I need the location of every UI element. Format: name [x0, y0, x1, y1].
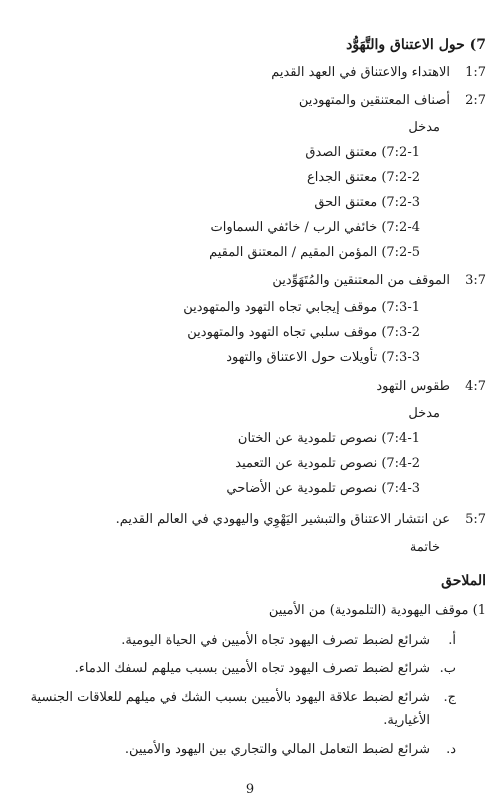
toc-entry-text: الموقف من المعتنقين والمُتَهَوِّدين — [272, 273, 450, 288]
toc-entry-number: 2:7 — [465, 93, 486, 108]
toc-subentry: 7:4-2) نصوص تلمودية عن التعميد — [235, 456, 420, 471]
appendix-item-text: شرائع لضبط تصرف اليهود تجاه الأميين بسبب ميلهم لسفك الدماء. — [74, 661, 430, 676]
toc-entry-number: 3:7 — [465, 273, 486, 288]
appendix-item — [121, 632, 456, 650]
toc-entry-text: الاهتداء والاعتناق في العهد القديم — [271, 65, 450, 80]
toc-entry-1 — [271, 64, 486, 82]
toc-subentry: 7:3-2) موقف سلبي تجاه التهود والمتهودين — [187, 325, 420, 340]
toc-entry-number: 4:7 — [465, 379, 486, 394]
appendix-item — [31, 689, 456, 707]
toc-intro: مدخل — [408, 406, 440, 421]
appendix-item-letter: د. — [446, 742, 456, 757]
conclusion-label: خاتمة — [409, 540, 440, 555]
appendix-item-text: شرائع لضبط علاقة اليهود بالأميين بسبب الشك في ميلهم للعلاقات الجنسية — [30, 690, 430, 705]
toc-entry-text: أصناف المعتنقين والمتهودين — [298, 93, 450, 108]
toc-subentry: 7:4-1) نصوص تلمودية عن الختان — [237, 431, 420, 446]
appendix-item-letter: ج. — [443, 690, 456, 705]
appendix-title: 1) موقف اليهودية (التلمودية) من الأميين — [268, 603, 486, 618]
toc-entry-number: 1:7 — [465, 65, 486, 80]
appendices-heading: الملاحق — [441, 573, 486, 589]
toc-entry-text: طقوس التهود — [376, 379, 450, 394]
toc-entry-text: عن انتشار الاعتناق والتبشير اليَهْوِي واليهودي في العالم القديم. — [115, 512, 450, 527]
toc-subentry: 7:2-3) معتنق الحق — [314, 195, 420, 210]
appendix-item-text: شرائع لضبط التعامل المالي والتجاري بين اليهود والأميين. — [124, 742, 430, 757]
toc-entry-4 — [376, 378, 486, 396]
toc-entry-2 — [299, 92, 486, 110]
appendix-item — [125, 741, 456, 759]
page-number: 9 — [245, 782, 255, 797]
appendix-item-letter: ب. — [439, 661, 456, 676]
toc-subentry: 7:3-1) موقف إيجابي تجاه التهود والمتهودين — [183, 300, 420, 315]
toc-subentry: 7:3-3) تأويلات حول الاعتناق والتهود — [226, 350, 420, 365]
toc-subentry: 7:2-5) المؤمن المقيم / المعتنق المقيم — [209, 245, 420, 260]
toc-subentry: 7:2-2) معتنق الجداع — [306, 170, 420, 185]
appendix-item-text: شرائع لضبط تصرف اليهود تجاه الأميين في الحياة اليومية. — [121, 633, 430, 648]
appendix-item — [75, 660, 456, 678]
toc-entry-5 — [116, 511, 486, 529]
appendix-item-continuation: الأغيارية. — [383, 713, 430, 728]
appendix-item-letter: أ. — [448, 633, 456, 648]
toc-entry-3 — [272, 272, 486, 290]
section-heading: 7) حول الاعتناق والتَّهَوُّد — [346, 37, 486, 53]
toc-intro: مدخل — [408, 120, 440, 135]
toc-subentry: 7:2-1) معتنق الصدق — [305, 145, 420, 160]
toc-entry-number: 5:7 — [465, 512, 486, 527]
toc-subentry: 7:4-3) نصوص تلمودية عن الأضاحي — [226, 481, 420, 496]
toc-subentry: 7:2-4) خائفي الرب / خائفي السماوات — [210, 220, 420, 235]
